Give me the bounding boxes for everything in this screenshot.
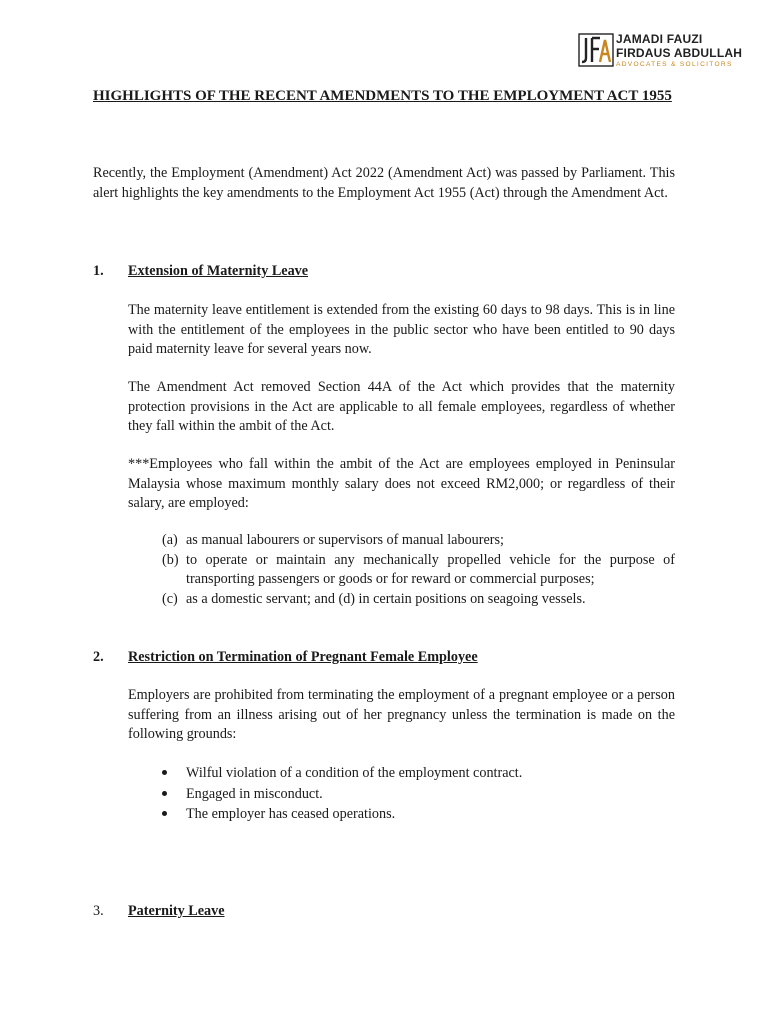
firm-name-line2: FIRDAUS ABDULLAH xyxy=(616,46,743,60)
list-item-text: as manual labourers or supervisors of manual labourers; xyxy=(186,532,504,548)
termination-grounds-list xyxy=(162,763,675,825)
firm-tagline: ADVOCATES & SOLICITORS xyxy=(616,61,733,68)
section-2-heading xyxy=(93,648,478,667)
list-item xyxy=(162,784,675,805)
list-marker: (b) xyxy=(162,551,179,568)
section-number: 2. xyxy=(93,649,104,665)
section-title: Extension of Maternity Leave xyxy=(128,263,309,279)
section-2-paragraph-1: Employers are prohibited from terminating the employment of a pregnant employee or a person suffering from an illness arising out of her pregnancy unless the termination is made on the following grounds: xyxy=(128,687,675,742)
list-marker: (a) xyxy=(162,532,178,548)
section-3-heading xyxy=(93,902,225,921)
list-item xyxy=(162,531,675,551)
list-item-text: Engaged in misconduct. xyxy=(186,785,323,802)
section-title: Restriction on Termination of Pregnant Female Employee xyxy=(128,649,478,665)
bullet-icon xyxy=(162,811,167,816)
list-item xyxy=(162,551,675,590)
list-item xyxy=(162,763,675,784)
list-item-text: The employer has ceased operations. xyxy=(186,806,396,822)
section-1-paragraph-2: The Amendment Act removed Section 44A of the Act which provides that the maternity protection provisions in the Act are applicable to all female employees, regardless of whether they fall within the ambit of the Act. xyxy=(128,379,675,434)
firm-name xyxy=(616,32,742,69)
list-marker: (c) xyxy=(162,590,178,607)
section-1-paragraph-3: ***Employees who fall within the ambit of the Act are employees employed in Peninsular Malaysia whose maximum monthly salary does not exceed RM2,000; or regardless of their salary, are employed: xyxy=(128,456,675,511)
firm-logo xyxy=(578,32,743,68)
jfa-monogram-icon xyxy=(578,32,614,68)
intro-paragraph: Recently, the Employment (Amendment) Act 2022 (Amendment Act) was passed by Parliament. This alert highlights the key amendments to the Employment Act 1955 (Act) through the Amendment Act. xyxy=(93,165,675,201)
employment-category-list xyxy=(162,531,675,609)
bullet-icon xyxy=(162,791,167,796)
section-number: 1. xyxy=(93,263,104,279)
bullet-icon xyxy=(162,770,167,775)
list-item-text: to operate or maintain any mechanically propelled vehicle for the purpose of transporting passengers or goods or for reward or commercial purposes; xyxy=(186,551,675,587)
section-number: 3. xyxy=(93,903,104,919)
section-title: Paternity Leave xyxy=(128,903,225,919)
section-1-paragraph-1: The maternity leave entitlement is extended from the existing 60 days to 98 days. This is in line with the entitlement of the employees in the public sector who have been entitled to 90 days paid maternity leave for several years now. xyxy=(128,302,675,357)
firm-name-line1: JAMADI FAUZI xyxy=(616,32,703,46)
list-item xyxy=(162,590,675,610)
section-1-heading xyxy=(93,262,308,281)
list-item-text: Wilful violation of a condition of the employment contract. xyxy=(186,765,523,781)
document-title: HIGHLIGHTS OF THE RECENT AMENDMENTS TO THE EMPLOYMENT ACT 1955 xyxy=(93,88,672,104)
list-item-text: as a domestic servant; and (d) in certain positions on seagoing vessels. xyxy=(186,590,586,607)
list-item xyxy=(162,804,675,825)
